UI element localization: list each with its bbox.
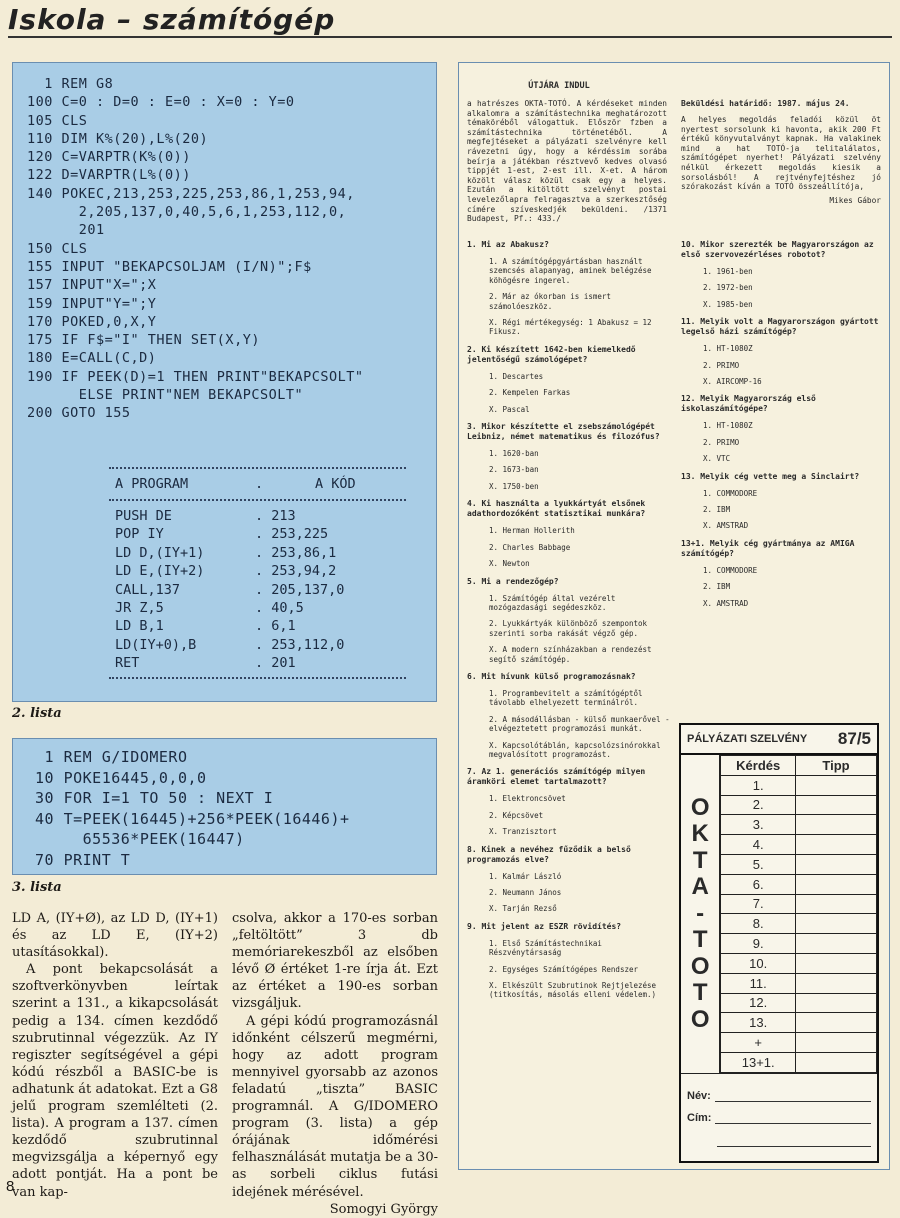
coupon-row <box>721 914 877 934</box>
vertical-letter: T <box>692 979 708 1007</box>
asm-row <box>115 507 406 525</box>
answer-option: X. Elkészült Szubrutinok Rejtjelezése (titkosítás, másolás elleni védelem.) <box>489 981 657 1000</box>
asm-op: LD(IY+0),B <box>115 636 197 653</box>
code-line: 155 INPUT "BEKAPCSOLJAM (I/N)";F$ <box>27 258 312 275</box>
asm-op: JR Z,5 <box>115 600 164 617</box>
listing-3-caption: 3. lista <box>12 880 62 895</box>
coupon-title: PÁLYÁZATI SZELVÉNY <box>687 733 808 745</box>
code-line: 159 INPUT"Y=";Y <box>27 295 157 312</box>
answer-option: X. VTC <box>703 454 731 464</box>
asm-row <box>115 562 406 580</box>
asm-row <box>115 636 406 654</box>
asm-op: CALL,137 <box>115 581 181 598</box>
answer-option: X. Tarján Rezső <box>489 904 557 914</box>
coupon-body <box>681 755 877 1073</box>
section-title: Iskola – számítógép <box>8 3 336 36</box>
answer-option: X. Kapcsolótáblán, kapcsolózsinórokkal megvalósított programozást. <box>489 740 661 759</box>
asm-row <box>115 544 406 562</box>
coupon-question-number: 13. <box>721 1013 796 1033</box>
coupon-row <box>721 854 877 874</box>
code-line: 70 PRINT T <box>35 850 131 869</box>
answer-option: 1. HT-1080Z <box>703 344 753 354</box>
coupon-col-tip: Tipp <box>796 756 877 776</box>
paragraph: LD A, (IY+Ø), az LD D, (IY+1) és az LD E, (IY+2) utasításokkal). <box>12 911 218 961</box>
question-text: 6. Mit hívunk külső programozásnak? <box>467 671 636 681</box>
code-line: 201 <box>27 222 105 239</box>
coupon-row <box>721 1013 877 1033</box>
quiz-question <box>467 499 671 568</box>
coupon-header <box>681 725 877 755</box>
address-label: Cím: <box>687 1111 712 1124</box>
coupon-issue: 87/5 <box>837 729 871 748</box>
coupon-row <box>721 993 877 1013</box>
coupon-question-number: 11. <box>721 973 796 993</box>
asm-op: LD D,(IY+1) <box>115 544 205 561</box>
question-text: 5. Mi a rendezőgép? <box>467 576 559 586</box>
coupon-row <box>721 953 877 973</box>
code-line: 1 REM G8 <box>27 76 114 92</box>
answer-option: 2. IBM <box>703 505 731 515</box>
answer-option: 2. 1673-ban <box>489 465 539 475</box>
answer-option: 2. A másodállásban - külső munkaerővel - elvégeztetett programozási munkát. <box>489 714 670 734</box>
code-line: 140 POKEC,213,253,225,253,86,1,253,94, <box>27 185 355 202</box>
answer-option: 1. 1620-ban <box>489 449 539 459</box>
dotted-rule <box>109 467 406 469</box>
question-text: 2. Ki készített 1642-ben kiemelkedő jelentőségű számológépet? <box>467 344 636 364</box>
asm-op: LD B,1 <box>115 618 164 635</box>
answer-option: X. Tranzisztort <box>489 827 557 837</box>
answer-option: 1. 1961-ben <box>703 267 753 276</box>
coupon-question-number: 4. <box>721 835 796 855</box>
paragraph: A gépi kódú programozásnál időnként célszerű megmérni, hogy az adott program mennyivel gyorsabb az azonos feladatú „tiszta” BASIC programnál. A G/IDOMERO program (3. lista) a gép órájának időmérési felhasználását mutatja be a 30-as sorbeli ciklus futási idejének mérésével. <box>232 1013 438 1200</box>
asm-code: . 40,5 <box>255 600 304 617</box>
asm-header-sep: . <box>255 475 264 492</box>
coupon-table <box>720 755 877 1073</box>
coupon-question-number: 5. <box>721 854 796 874</box>
asm-row <box>115 599 406 617</box>
code-line: 180 E=CALL(C,D) <box>27 350 157 367</box>
coupon-tip-cell[interactable] <box>796 835 877 855</box>
paragraph: csolva, akkor a 170-es sorban „feltöltött” 3 db memóriarekeszből az elsőben lévő Ø értéket 1-re írja át. Ezt az értéket a 190-es sorban vizsgáljuk. <box>232 911 438 1012</box>
coupon-question-number: 13+1. <box>721 1052 796 1072</box>
asm-code: . 213 <box>255 508 296 525</box>
question-text: 4. Ki használta a lyukkártyát elsőnek adathordozóként statisztikai munkára? <box>467 499 646 519</box>
code-line: 120 C=VARPTR(K%(0)) <box>27 149 191 166</box>
coupon-row <box>721 815 877 835</box>
author: Somogyi György <box>329 1201 438 1217</box>
address-field[interactable] <box>715 1123 871 1124</box>
code-line: 2,205,137,0,40,5,6,1,253,112,0, <box>27 204 347 221</box>
asm-code: . 201 <box>255 655 296 672</box>
vertical-letter: K <box>691 820 709 848</box>
coupon-row <box>721 835 877 855</box>
coupon-tip-cell[interactable] <box>796 894 877 914</box>
asm-code: . 253,112,0 <box>255 636 345 653</box>
coupon-question-number: + <box>721 1033 796 1053</box>
code-line: 175 IF F$="I" THEN SET(X,Y) <box>27 332 260 349</box>
vertical-letter: A <box>691 873 709 901</box>
answer-option: 2. Lyukkártyák különböző szempontok szerinti sorba rakását végző gép. <box>489 619 648 638</box>
coupon-row <box>721 775 877 795</box>
quiz-question <box>681 240 885 309</box>
coupon-row <box>721 1052 877 1072</box>
code-line: 30 FOR I=1 TO 50 : NEXT I <box>35 789 274 807</box>
vertical-letter: O <box>690 1005 710 1033</box>
asm-code: . 253,86,1 <box>255 544 337 561</box>
coupon-question-number: 7. <box>721 894 796 914</box>
answer-option: 2. Egységes Számítógépes Rendszer <box>489 964 639 974</box>
quiz-question <box>467 845 671 914</box>
vertical-letter: O <box>690 952 710 980</box>
deadline-label: Beküldési határidő: 1987. május 24. <box>681 99 850 108</box>
asm-row <box>115 525 406 543</box>
asm-code: . 205,137,0 <box>255 581 345 598</box>
vertical-letter: - <box>696 899 705 927</box>
answer-option: X. Newton <box>489 559 530 569</box>
quiz-question <box>681 539 885 608</box>
question-text: 9. Mit jelent az ESZR rövidítés? <box>467 921 622 931</box>
article-column-1 <box>12 910 218 1201</box>
code-line: 150 CLS <box>27 240 88 257</box>
coupon-row <box>721 795 877 815</box>
question-text: 8. Kinek a nevéhez fűződik a belső programozás elve? <box>467 844 631 864</box>
answer-option: X. AMSTRAD <box>703 521 749 531</box>
answer-option: 1. A számítógépgyártásban használt szemcsés alapanyag, aminek belégzése köhögésre ingerel. <box>489 257 652 285</box>
asm-header-program: A PROGRAM <box>115 475 189 492</box>
quiz-question <box>467 577 671 664</box>
answer-option: 1. Herman Hollerith <box>489 526 575 536</box>
answer-option: 2. Kempelen Farkas <box>489 388 571 398</box>
answer-option: 1. Első Számítástechnikai Részvénytársaság <box>489 938 602 958</box>
code-line: 122 D=VARPTR(L%(0)) <box>27 167 191 184</box>
asm-code: . 6,1 <box>255 618 296 635</box>
deadline-text: A helyes megoldás feladói közül öt nyertest sorsolunk ki havonta, akik 200 Ft értékű könyvutalványt kapnak. Ha valakinek mind a hat TOTÓ-ja telitalálatos, számítógépet nyerhet! Pályázati szelvény nélkül érkezett megoldás kiesik a sorsolásból! A rejtvényfejtéshez jó szórakozást kíván a TOTÓ összeállítója, <box>681 115 881 192</box>
answer-option: 2. PRIMO <box>703 437 740 447</box>
answer-option: 2. Charles Babbage <box>489 542 571 552</box>
name-field[interactable] <box>715 1101 871 1102</box>
coupon-question-number: 10. <box>721 953 796 973</box>
quiz-question <box>467 672 671 759</box>
asm-op: PUSH DE <box>115 508 172 525</box>
coupon-question-number: 6. <box>721 874 796 894</box>
coupon-row <box>721 874 877 894</box>
answer-option: 1. Kalmár László <box>489 871 562 881</box>
question-text: 11. Melyik volt a Magyarországon gyártott legelső házi számítógép? <box>681 317 879 337</box>
asm-code: . 253,225 <box>255 526 329 543</box>
okta-toto-vertical-title <box>681 755 720 1073</box>
questions-left <box>467 233 671 1008</box>
code-line: 110 DIM K%(20),L%(20) <box>27 130 209 147</box>
listing-2-code <box>27 75 436 423</box>
answer-option: 2. PRIMO <box>703 360 740 370</box>
coupon-tip-cell[interactable] <box>796 993 877 1013</box>
dotted-rule <box>109 677 406 679</box>
coupon-tip-cell[interactable] <box>796 1033 877 1053</box>
answer-option: 1. HT-1080Z <box>703 421 753 431</box>
asm-code: . 253,94,2 <box>255 563 337 580</box>
quiz-title: ÚTJÁRA INDUL <box>528 81 590 91</box>
vertical-letter: T <box>692 926 708 954</box>
answer-option: X. Pascal <box>489 404 530 414</box>
okta-toto-quiz <box>458 62 890 1170</box>
page-number: 8 <box>6 1178 15 1195</box>
vertical-letter: O <box>690 793 710 821</box>
answer-option: X. 1985-ben <box>703 299 753 309</box>
coupon-tip-cell[interactable] <box>796 854 877 874</box>
answer-option: X. Régi mértékegység: 1 Abakusz = 12 Fikusz. <box>489 318 652 337</box>
answer-option: 2. Neumann János <box>489 888 562 897</box>
answer-option: 2. Már az ókorban is ismert számolóeszköz. <box>489 292 611 311</box>
coupon-tip-cell[interactable] <box>796 815 877 835</box>
coupon-question-number: 12. <box>721 993 796 1013</box>
answer-option: 1. Programbevitelt a számítógéptől távolabb elhelyezett terminálról. <box>489 688 643 708</box>
question-text: 12. Melyik Magyarország első iskolaszámítógépe? <box>681 394 816 414</box>
code-line: 190 IF PEEK(D)=1 THEN PRINT"BEKAPCSOLT" <box>27 368 364 385</box>
answer-option: 1. COMMODORE <box>703 565 758 575</box>
quiz-question <box>467 240 671 337</box>
name-label: Név: <box>687 1089 711 1102</box>
asm-row <box>115 654 406 672</box>
quiz-question <box>467 345 671 414</box>
coupon-tip-cell[interactable] <box>796 1013 877 1033</box>
code-line: 105 CLS <box>27 112 88 129</box>
code-line: 40 T=PEEK(16445)+256*PEEK(16446)+ <box>35 809 350 828</box>
answer-option: 1. Elektroncsövet <box>489 794 566 804</box>
code-line: 65536*PEEK(16447) <box>35 830 245 848</box>
quiz-question <box>681 394 885 463</box>
coupon-tip-cell[interactable] <box>796 874 877 894</box>
answer-option: 1. Számítógép által vezérelt mozógazdasági segédeszköz. <box>489 593 616 612</box>
dotted-rule <box>109 499 406 501</box>
asm-op: LD E,(IY+2) <box>115 563 205 580</box>
quiz-signature: Mikes Gábor <box>829 195 881 205</box>
coupon-tip-cell[interactable] <box>796 1052 877 1072</box>
question-text: 13. Melyik cég vette meg a Sinclairt? <box>681 471 860 481</box>
listing-2-caption: 2. lista <box>12 706 62 721</box>
code-line: ELSE PRINT"NEM BEKAPCSOLT" <box>27 387 304 404</box>
answer-option: 1. Descartes <box>489 371 544 381</box>
listing-3-code <box>35 747 436 870</box>
address-field-2[interactable] <box>717 1124 871 1147</box>
answer-option: X. AMSTRAD <box>703 598 749 608</box>
quiz-deadline <box>681 99 881 205</box>
coupon-question-number: 1. <box>721 775 796 795</box>
asm-header-code: A KÓD <box>315 475 356 492</box>
coupon-row <box>721 934 877 954</box>
coupon-tip-cell[interactable] <box>796 973 877 993</box>
answer-option: 2. Képcsövet <box>489 810 544 820</box>
coupon-tip-cell[interactable] <box>796 934 877 954</box>
quiz-question <box>681 317 885 386</box>
question-text: 10. Mikor szerezték be Magyarországon az első szervovezérléses robotot? <box>681 240 874 259</box>
answer-option: 2. IBM <box>703 582 731 592</box>
coupon-tip-cell[interactable] <box>796 953 877 973</box>
asm-header <box>115 475 406 493</box>
question-text: 13+1. Melyik cég gyártmánya az AMIGA számítógép? <box>681 538 855 558</box>
code-line: 200 GOTO 155 <box>27 405 131 422</box>
coupon-row <box>721 973 877 993</box>
answer-option: X. 1750-ben <box>489 481 539 491</box>
coupon-question-number: 2. <box>721 795 796 815</box>
answer-option: X. AIRCOMP-16 <box>703 377 762 387</box>
coupon-row <box>721 894 877 914</box>
coupon-contact <box>681 1073 877 1147</box>
quiz-question <box>467 767 671 836</box>
coupon-col-question: Kérdés <box>721 756 796 776</box>
coupon-tip-cell[interactable] <box>796 795 877 815</box>
coupon-question-number: 3. <box>721 815 796 835</box>
quiz-question <box>681 472 885 531</box>
listing-3-box <box>12 738 437 875</box>
asm-row <box>115 617 406 635</box>
header-rule <box>8 36 892 38</box>
question-text: 1. Mi az Abakusz? <box>467 240 549 249</box>
asm-op: RET <box>115 655 140 672</box>
listing-2-box <box>12 62 437 702</box>
answer-option: 1. COMMODORE <box>703 488 758 498</box>
code-line: 100 C=0 : D=0 : E=0 : X=0 : Y=0 <box>27 94 295 111</box>
coupon-question-number: 8. <box>721 914 796 934</box>
quiz-question <box>467 922 671 1000</box>
question-text: 7. Az 1. generációs számítógép milyen áramköri elemet tartalmazott? <box>467 767 646 787</box>
coupon-tip-cell[interactable] <box>796 914 877 934</box>
entry-coupon <box>679 723 879 1163</box>
asm-op: POP IY <box>115 526 164 543</box>
code-line: 10 POKE16445,0,0,0 <box>35 768 207 787</box>
vertical-letter: T <box>692 846 708 874</box>
question-text: 3. Mikor készítette el zsebszámológépét Leibniz, német matematikus és filozófus? <box>467 422 660 442</box>
answer-option: X. A modern színházakban a rendezést segítő számítógép. <box>489 645 652 664</box>
article-column-2 <box>232 910 438 1218</box>
answer-option: 2. 1972-ben <box>703 283 753 293</box>
asm-table <box>109 467 406 679</box>
code-line: 1 REM G/IDOMERO <box>35 748 188 766</box>
quiz-intro: a hatrészes OKTA-TOTÓ. A kérdéseket minden alkalomra a számítástechnika meghatározott témaköréből válogattuk. Először fzben a számítástechnika történetéből. A megfejtéseket a pályázati szelvényre kell rávezetni úgy, hogy a kérdéssim sorába beírja a játékban résztvevő kedves olvasó tippjét 1-est, 2-est ill. X-et. A három közölt válasz közül csak egy a helyes. Ezután a kitöltött szelvényt postai levelezőlapra felragasztva a szerkesztőség címére szíveskedjék beküldeni. /1371 Budapest, Pf.: 433./ <box>467 99 667 224</box>
asm-row <box>115 581 406 599</box>
quiz-question <box>467 422 671 491</box>
paragraph: A pont bekapcsolását a szoftverkönyvben leírtak szerint a 131., a kikapcsolását pedig a 134. címen kezdődő szubrutinnal végezzük. Az IY regiszter segítségével a gépi kódú részből a BASIC-be is adhatunk át adatokat. Ezt a G8 jelű program szemlélteti (2. lista). A program a 137. címen kezdődő szubrutinnal megvizsgálja a képernyő egy adott pontját. Ha a pont be van kap- <box>12 962 218 1200</box>
code-line: 170 POKED,0,X,Y <box>27 313 157 330</box>
code-line: 157 INPUT"X=";X <box>27 277 157 294</box>
coupon-tip-cell[interactable] <box>796 775 877 795</box>
coupon-row <box>721 1033 877 1053</box>
coupon-question-number: 9. <box>721 934 796 954</box>
questions-right <box>681 233 885 616</box>
